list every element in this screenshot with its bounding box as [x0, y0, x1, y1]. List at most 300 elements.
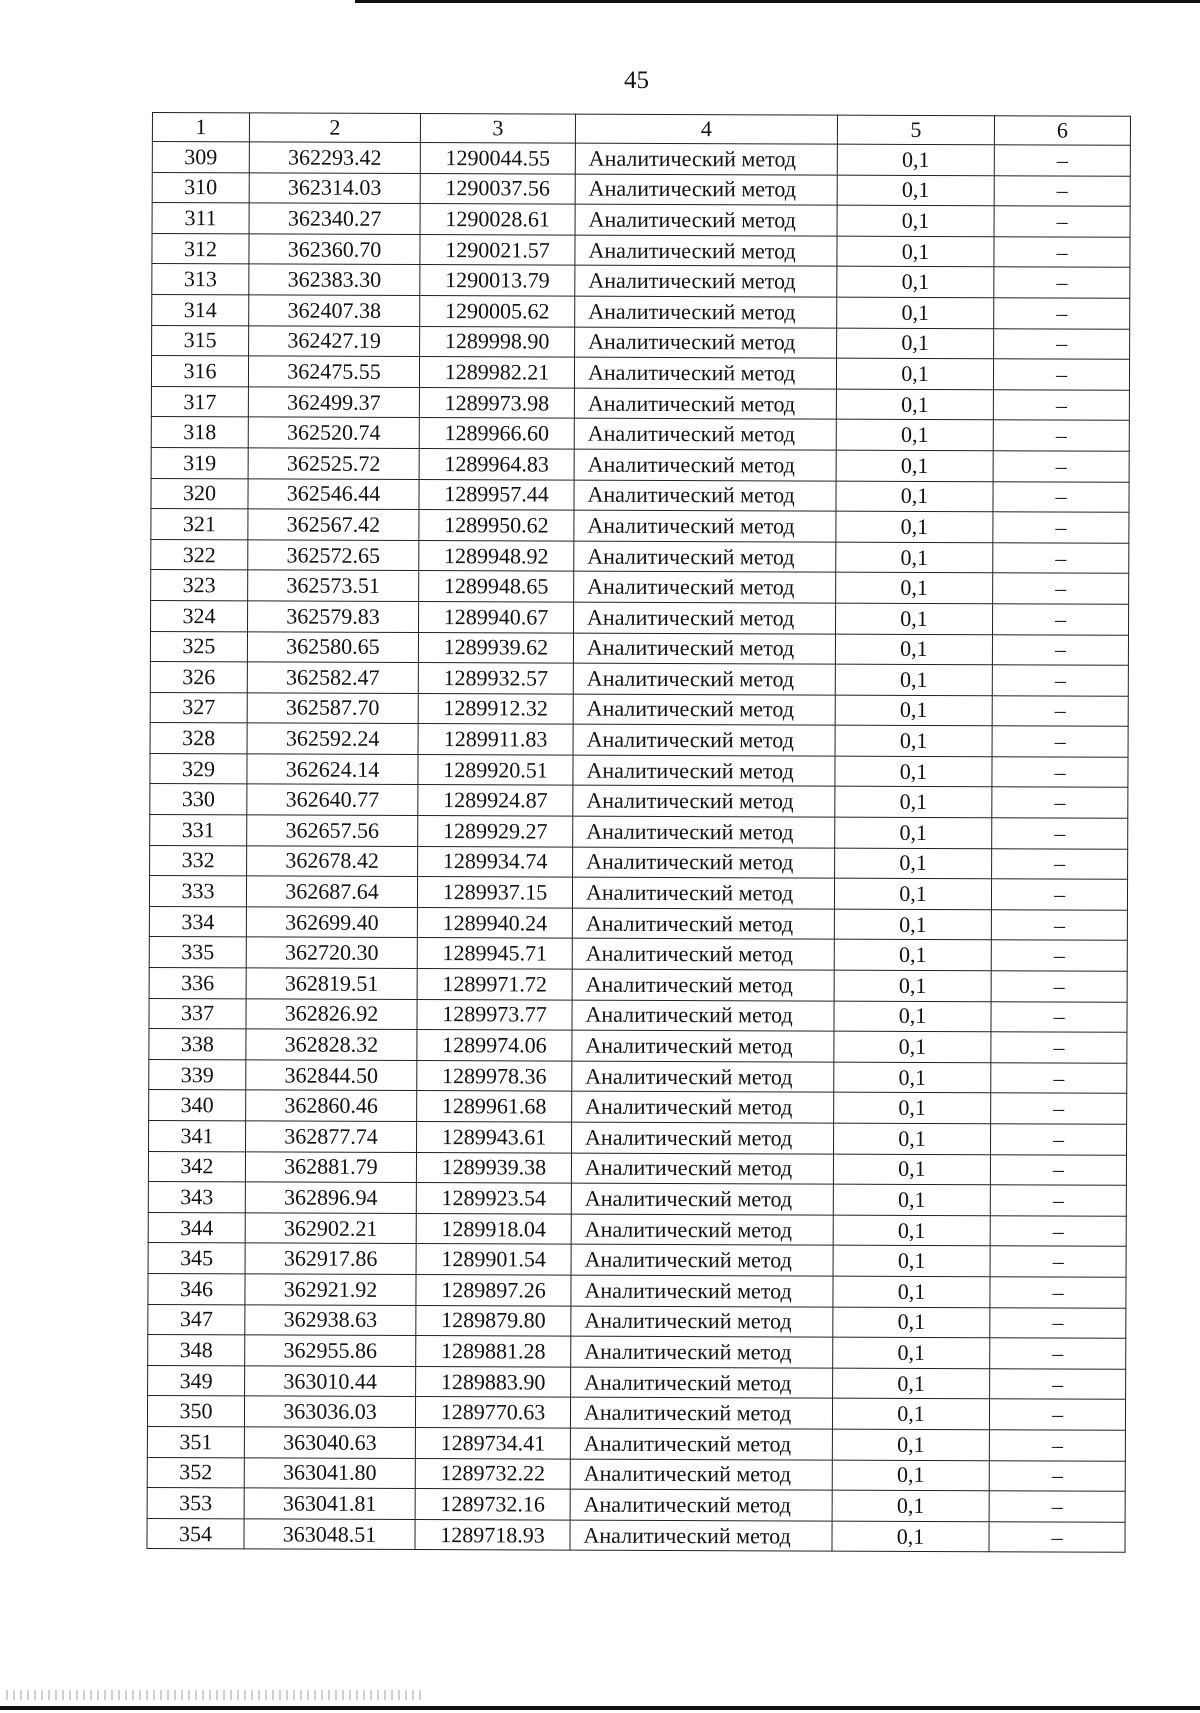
cell-accuracy: 0,1 — [833, 1215, 990, 1246]
cell-coordinate-x: 363010.44 — [245, 1366, 416, 1397]
cell-method: Аналитический метод — [575, 296, 837, 328]
cell-coordinate-x: 362572.65 — [248, 540, 419, 571]
cell-note: – — [992, 634, 1128, 665]
cell-note: – — [991, 1001, 1127, 1032]
cell-coordinate-y: 1289718.93 — [415, 1519, 570, 1550]
cell-coordinate-y: 1289732.22 — [415, 1458, 570, 1489]
cell-accuracy: 0,1 — [835, 634, 992, 665]
cell-note: – — [994, 145, 1130, 176]
table-row — [148, 1273, 1126, 1307]
cell-coordinate-y: 1290005.62 — [420, 295, 575, 326]
cell-coordinate-x: 362687.64 — [246, 876, 417, 907]
cell-coordinate-x: 362407.38 — [249, 295, 420, 326]
cell-accuracy: 0,1 — [832, 1490, 989, 1521]
table-row — [151, 539, 1129, 573]
cell-accuracy: 0,1 — [834, 940, 991, 971]
cell-point-number: 336 — [149, 968, 246, 999]
column-header-3: 3 — [420, 114, 575, 144]
cell-method: Аналитический метод — [572, 939, 834, 971]
cell-accuracy: 0,1 — [836, 358, 993, 389]
table-row — [149, 876, 1127, 910]
cell-coordinate-y: 1289883.90 — [416, 1366, 571, 1397]
cell-point-number: 339 — [149, 1059, 246, 1090]
cell-accuracy: 0,1 — [836, 572, 993, 603]
cell-point-number: 350 — [147, 1396, 244, 1427]
cell-accuracy: 0,1 — [834, 1001, 991, 1032]
cell-note: – — [993, 451, 1129, 482]
cell-coordinate-x: 362573.51 — [248, 570, 419, 601]
cell-coordinate-x: 363041.80 — [244, 1457, 415, 1488]
cell-method: Аналитический метод — [573, 816, 835, 848]
cell-method: Аналитический метод — [571, 1153, 833, 1185]
cell-method: Аналитический метод — [575, 174, 837, 206]
cell-coordinate-y: 1290013.79 — [420, 265, 575, 296]
cell-coordinate-x: 362902.21 — [245, 1213, 416, 1244]
cell-point-number: 324 — [151, 600, 248, 631]
cell-accuracy: 0,1 — [832, 1398, 989, 1429]
table-row — [148, 1151, 1126, 1185]
cell-note: – — [993, 481, 1129, 512]
table-row — [149, 937, 1127, 971]
page-number: 45 — [624, 67, 649, 94]
cell-note: – — [993, 573, 1129, 604]
table-row — [147, 1457, 1125, 1491]
cell-coordinate-x: 362699.40 — [246, 907, 417, 938]
cell-method: Аналитический метод — [572, 1000, 834, 1032]
cell-coordinate-y: 1289937.15 — [417, 877, 572, 908]
cell-coordinate-x: 362592.24 — [247, 723, 418, 754]
cell-point-number: 340 — [149, 1090, 246, 1121]
cell-coordinate-y: 1289770.63 — [415, 1397, 570, 1428]
cell-note: – — [993, 359, 1129, 390]
cell-point-number: 353 — [147, 1488, 244, 1519]
cell-coordinate-x: 362582.47 — [247, 662, 418, 693]
scan-specks — [6, 1690, 426, 1700]
cell-note: – — [990, 1307, 1126, 1338]
cell-accuracy: 0,1 — [835, 756, 992, 787]
table-row — [151, 386, 1129, 420]
cell-accuracy: 0,1 — [833, 1276, 990, 1307]
cell-point-number: 322 — [151, 539, 248, 570]
cell-note: – — [992, 787, 1128, 818]
cell-coordinate-y: 1289924.87 — [418, 785, 573, 816]
table-row — [148, 1212, 1126, 1246]
cell-accuracy: 0,1 — [834, 878, 991, 909]
cell-accuracy: 0,1 — [837, 175, 994, 206]
cell-point-number: 320 — [151, 478, 248, 509]
cell-method: Аналитический метод — [572, 908, 834, 940]
cell-coordinate-y: 1289734.41 — [415, 1427, 570, 1458]
cell-coordinate-y: 1289901.54 — [416, 1244, 571, 1275]
table-row — [148, 1365, 1126, 1399]
cell-coordinate-x: 362427.19 — [249, 325, 420, 356]
cell-accuracy: 0,1 — [837, 328, 994, 359]
cell-note: – — [989, 1399, 1125, 1430]
cell-point-number: 331 — [150, 815, 247, 846]
cell-coordinate-y: 1289950.62 — [419, 510, 574, 541]
cell-method: Аналитический метод — [573, 724, 835, 756]
table-row — [151, 447, 1129, 481]
cell-note: – — [993, 512, 1129, 543]
cell-point-number: 351 — [147, 1426, 244, 1457]
cell-accuracy: 0,1 — [836, 511, 993, 542]
cell-coordinate-y: 1289912.32 — [418, 693, 573, 724]
cell-coordinate-x: 362546.44 — [248, 478, 419, 509]
cell-accuracy: 0,1 — [834, 1062, 991, 1093]
cell-accuracy: 0,1 — [835, 695, 992, 726]
cell-coordinate-x: 363040.63 — [244, 1427, 415, 1458]
table-row — [152, 233, 1130, 267]
cell-coordinate-x: 362567.42 — [248, 509, 419, 540]
cell-method: Аналитический метод — [575, 235, 837, 267]
cell-coordinate-y: 1289961.68 — [417, 1091, 572, 1122]
cell-note: – — [991, 940, 1127, 971]
cell-note: – — [992, 665, 1128, 696]
cell-method: Аналитический метод — [571, 1367, 833, 1399]
cell-point-number: 352 — [147, 1457, 244, 1488]
table-row — [150, 815, 1128, 849]
cell-coordinate-y: 1289940.67 — [419, 601, 574, 632]
cell-accuracy: 0,1 — [833, 1337, 990, 1368]
cell-method: Аналитический метод — [575, 327, 837, 359]
cell-point-number: 330 — [150, 784, 247, 815]
cell-coordinate-x: 362917.86 — [245, 1243, 416, 1274]
table-row — [148, 1243, 1126, 1277]
cell-note: – — [990, 1277, 1126, 1308]
cell-accuracy: 0,1 — [834, 1031, 991, 1062]
cell-accuracy: 0,1 — [833, 1245, 990, 1276]
cell-coordinate-y: 1289948.92 — [419, 540, 574, 571]
cell-note: – — [992, 848, 1128, 879]
cell-coordinate-y: 1289929.27 — [418, 816, 573, 847]
cell-point-number: 341 — [149, 1120, 246, 1151]
cell-note: – — [991, 910, 1127, 941]
cell-note: – — [989, 1521, 1125, 1552]
cell-point-number: 329 — [150, 753, 247, 784]
cell-note: – — [993, 604, 1129, 635]
cell-coordinate-y: 1289934.74 — [418, 846, 573, 877]
table-row — [149, 1090, 1127, 1124]
cell-note: – — [989, 1460, 1125, 1491]
cell-point-number: 343 — [148, 1182, 245, 1213]
cell-note: – — [991, 879, 1127, 910]
cell-accuracy: 0,1 — [833, 1368, 990, 1399]
cell-point-number: 342 — [148, 1151, 245, 1182]
cell-accuracy: 0,1 — [835, 817, 992, 848]
cell-point-number: 325 — [150, 631, 247, 662]
cell-method: Аналитический метод — [572, 969, 834, 1001]
cell-method: Аналитический метод — [574, 571, 836, 603]
cell-method: Аналитический метод — [574, 602, 836, 634]
column-header-6: 6 — [994, 116, 1130, 146]
table-row — [150, 662, 1128, 696]
cell-coordinate-x: 362826.92 — [246, 998, 417, 1029]
table-row — [150, 723, 1128, 757]
cell-point-number: 316 — [151, 356, 248, 387]
cell-method: Аналитический метод — [572, 1030, 834, 1062]
cell-note: – — [993, 420, 1129, 451]
cell-point-number: 317 — [151, 386, 248, 417]
table-row — [147, 1518, 1125, 1552]
cell-accuracy: 0,1 — [834, 1093, 991, 1124]
cell-method: Аналитический метод — [572, 1061, 834, 1093]
cell-coordinate-x: 362383.30 — [249, 264, 420, 295]
cell-coordinate-y: 1289973.98 — [419, 387, 574, 418]
cell-accuracy: 0,1 — [837, 267, 994, 298]
cell-coordinate-y: 1289982.21 — [419, 357, 574, 388]
cell-method: Аналитический метод — [573, 786, 835, 818]
cell-point-number: 337 — [149, 998, 246, 1029]
cell-coordinate-x: 362360.70 — [249, 234, 420, 265]
cell-note: – — [992, 818, 1128, 849]
table-row — [152, 142, 1130, 176]
table-row — [148, 1182, 1126, 1216]
cell-method: Аналитический метод — [573, 694, 835, 726]
table-header-row — [152, 113, 1130, 146]
cell-coordinate-y: 1289943.61 — [417, 1122, 572, 1153]
cell-method: Аналитический метод — [571, 1306, 833, 1338]
cell-accuracy: 0,1 — [834, 1123, 991, 1154]
cell-coordinate-y: 1289732.16 — [415, 1489, 570, 1520]
cell-method: Аналитический метод — [571, 1183, 833, 1215]
cell-accuracy: 0,1 — [836, 603, 993, 634]
cell-note: – — [991, 1124, 1127, 1155]
column-header-2: 2 — [249, 113, 420, 143]
cell-coordinate-x: 362938.63 — [245, 1304, 416, 1335]
cell-point-number: 348 — [148, 1335, 245, 1366]
table-row — [152, 294, 1130, 328]
cell-coordinate-y: 1289932.57 — [418, 663, 573, 694]
cell-note: – — [990, 1246, 1126, 1277]
table-row — [150, 845, 1128, 879]
cell-coordinate-x: 362525.72 — [248, 448, 419, 479]
cell-point-number: 326 — [150, 662, 247, 693]
cell-method: Аналитический метод — [570, 1459, 832, 1491]
scan-edge-top — [355, 0, 1200, 3]
cell-accuracy: 0,1 — [833, 1184, 990, 1215]
cell-method: Аналитический метод — [572, 1122, 834, 1154]
cell-coordinate-y: 1289966.60 — [419, 418, 574, 449]
cell-note: – — [993, 389, 1129, 420]
cell-coordinate-y: 1289920.51 — [418, 754, 573, 785]
cell-coordinate-x: 362499.37 — [248, 387, 419, 418]
table-row — [149, 1029, 1127, 1063]
table-row — [151, 478, 1129, 512]
cell-method: Аналитический метод — [575, 204, 837, 236]
cell-point-number: 333 — [149, 876, 246, 907]
cell-coordinate-x: 363036.03 — [244, 1396, 415, 1427]
cell-method: Аналитический метод — [570, 1397, 832, 1429]
cell-note: – — [991, 1063, 1127, 1094]
cell-coordinate-x: 363041.81 — [244, 1488, 415, 1519]
cell-coordinate-y: 1290021.57 — [420, 234, 575, 265]
cell-method: Аналитический метод — [572, 1092, 834, 1124]
cell-accuracy: 0,1 — [836, 389, 993, 420]
cell-accuracy: 0,1 — [836, 542, 993, 573]
cell-point-number: 315 — [152, 325, 249, 356]
cell-coordinate-y: 1289973.77 — [417, 999, 572, 1030]
cell-accuracy: 0,1 — [836, 450, 993, 481]
cell-point-number: 323 — [151, 570, 248, 601]
cell-point-number: 349 — [148, 1365, 245, 1396]
cell-note: – — [989, 1491, 1125, 1522]
cell-coordinate-y: 1289940.24 — [417, 907, 572, 938]
cell-point-number: 338 — [149, 1029, 246, 1060]
table-row — [150, 692, 1128, 726]
cell-method: Аналитический метод — [574, 449, 836, 481]
cell-note: – — [991, 1032, 1127, 1063]
cell-method: Аналитический метод — [570, 1489, 832, 1521]
table-row — [151, 600, 1129, 634]
cell-coordinate-y: 1289923.54 — [416, 1183, 571, 1214]
column-header-5: 5 — [837, 115, 994, 145]
cell-note: – — [994, 206, 1130, 237]
cell-accuracy: 0,1 — [837, 144, 994, 175]
cell-coordinate-x: 362860.46 — [246, 1090, 417, 1121]
cell-method: Аналитический метод — [575, 266, 837, 298]
table-row — [148, 1304, 1126, 1338]
cell-coordinate-y: 1290037.56 — [420, 173, 575, 204]
cell-point-number: 309 — [152, 142, 249, 173]
cell-coordinate-x: 363048.51 — [244, 1519, 415, 1550]
cell-method: Аналитический метод — [574, 480, 836, 512]
table-row — [152, 172, 1130, 206]
cell-coordinate-x: 362580.65 — [247, 631, 418, 662]
cell-accuracy: 0,1 — [832, 1521, 989, 1552]
cell-note: – — [991, 1093, 1127, 1124]
cell-accuracy: 0,1 — [835, 664, 992, 695]
cell-coordinate-x: 362896.94 — [245, 1182, 416, 1213]
cell-method: Аналитический метод — [571, 1336, 833, 1368]
cell-method: Аналитический метод — [571, 1214, 833, 1246]
table-row — [149, 1059, 1127, 1093]
cell-coordinate-y: 1290028.61 — [420, 204, 575, 235]
cell-accuracy: 0,1 — [832, 1429, 989, 1460]
cell-coordinate-x: 362640.77 — [247, 784, 418, 815]
table-row — [150, 753, 1128, 787]
cell-coordinate-x: 362520.74 — [248, 417, 419, 448]
cell-point-number: 311 — [152, 203, 249, 234]
table-row — [150, 631, 1128, 665]
coordinates-table — [146, 112, 1131, 1553]
table-row — [149, 968, 1127, 1002]
cell-coordinate-y: 1289964.83 — [419, 448, 574, 479]
table-row — [152, 325, 1130, 359]
cell-coordinate-y: 1289897.26 — [416, 1274, 571, 1305]
cell-note: – — [992, 695, 1128, 726]
cell-method: Аналитический метод — [574, 357, 836, 389]
cell-note: – — [990, 1185, 1126, 1216]
cell-note: – — [994, 237, 1130, 268]
cell-point-number: 327 — [150, 692, 247, 723]
cell-accuracy: 0,1 — [837, 205, 994, 236]
cell-coordinate-y: 1290044.55 — [420, 143, 575, 174]
cell-coordinate-x: 362587.70 — [247, 693, 418, 724]
cell-coordinate-x: 362828.32 — [246, 1029, 417, 1060]
cell-accuracy: 0,1 — [836, 419, 993, 450]
cell-point-number: 321 — [151, 509, 248, 540]
cell-accuracy: 0,1 — [837, 236, 994, 267]
cell-method: Аналитический метод — [574, 388, 836, 420]
cell-note: – — [992, 757, 1128, 788]
cell-method: Аналитический метод — [571, 1244, 833, 1276]
cell-method: Аналитический метод — [570, 1428, 832, 1460]
cell-coordinate-x: 362955.86 — [245, 1335, 416, 1366]
cell-note: – — [992, 726, 1128, 757]
cell-point-number: 318 — [151, 417, 248, 448]
table-row — [147, 1488, 1125, 1522]
cell-method: Аналитический метод — [573, 663, 835, 695]
cell-note: – — [994, 175, 1130, 206]
cell-method: Аналитический метод — [574, 418, 836, 450]
cell-coordinate-x: 362844.50 — [246, 1060, 417, 1091]
cell-point-number: 346 — [148, 1273, 245, 1304]
table-row — [151, 356, 1129, 390]
table-row — [147, 1426, 1125, 1460]
cell-note: – — [994, 328, 1130, 359]
cell-coordinate-x: 362475.55 — [248, 356, 419, 387]
cell-point-number: 334 — [149, 906, 246, 937]
cell-coordinate-x: 362293.42 — [249, 142, 420, 173]
cell-point-number: 312 — [152, 233, 249, 264]
cell-coordinate-y: 1289971.72 — [417, 969, 572, 1000]
cell-coordinate-y: 1289939.62 — [418, 632, 573, 663]
cell-coordinate-x: 362877.74 — [246, 1121, 417, 1152]
cell-coordinate-y: 1289957.44 — [419, 479, 574, 510]
cell-note: – — [994, 267, 1130, 298]
cell-method: Аналитический метод — [571, 1275, 833, 1307]
cell-coordinate-x: 362819.51 — [246, 968, 417, 999]
cell-coordinate-x: 362678.42 — [247, 846, 418, 877]
cell-method: Аналитический метод — [570, 1520, 832, 1552]
cell-note: – — [990, 1154, 1126, 1185]
table-row — [151, 417, 1129, 451]
cell-method: Аналитический метод — [572, 877, 834, 909]
cell-coordinate-y: 1289978.36 — [417, 1060, 572, 1091]
cell-coordinate-y: 1289879.80 — [416, 1305, 571, 1336]
cell-note: – — [989, 1430, 1125, 1461]
table-row — [150, 784, 1128, 818]
cell-point-number: 313 — [152, 264, 249, 295]
column-header-4: 4 — [575, 114, 837, 144]
cell-point-number: 310 — [152, 172, 249, 203]
table-row — [152, 203, 1130, 237]
cell-coordinate-x: 362881.79 — [245, 1151, 416, 1182]
table-row — [147, 1396, 1125, 1430]
cell-method: Аналитический метод — [574, 510, 836, 542]
column-header-1: 1 — [152, 113, 249, 142]
cell-point-number: 345 — [148, 1243, 245, 1274]
cell-coordinate-x: 362579.83 — [248, 601, 419, 632]
table-row — [151, 570, 1129, 604]
cell-accuracy: 0,1 — [834, 909, 991, 940]
cell-note: – — [993, 542, 1129, 573]
table-row — [152, 264, 1130, 298]
cell-coordinate-y: 1289948.65 — [419, 571, 574, 602]
table-row — [149, 906, 1127, 940]
cell-note: – — [994, 298, 1130, 329]
cell-accuracy: 0,1 — [835, 725, 992, 756]
cell-coordinate-x: 362657.56 — [247, 815, 418, 846]
cell-accuracy: 0,1 — [835, 848, 992, 879]
cell-note: – — [991, 971, 1127, 1002]
scan-edge-bottom — [0, 1706, 1200, 1710]
table-row — [148, 1335, 1126, 1369]
cell-point-number: 328 — [150, 723, 247, 754]
cell-accuracy: 0,1 — [833, 1307, 990, 1338]
cell-coordinate-y: 1289881.28 — [416, 1336, 571, 1367]
table-row — [149, 1120, 1127, 1154]
